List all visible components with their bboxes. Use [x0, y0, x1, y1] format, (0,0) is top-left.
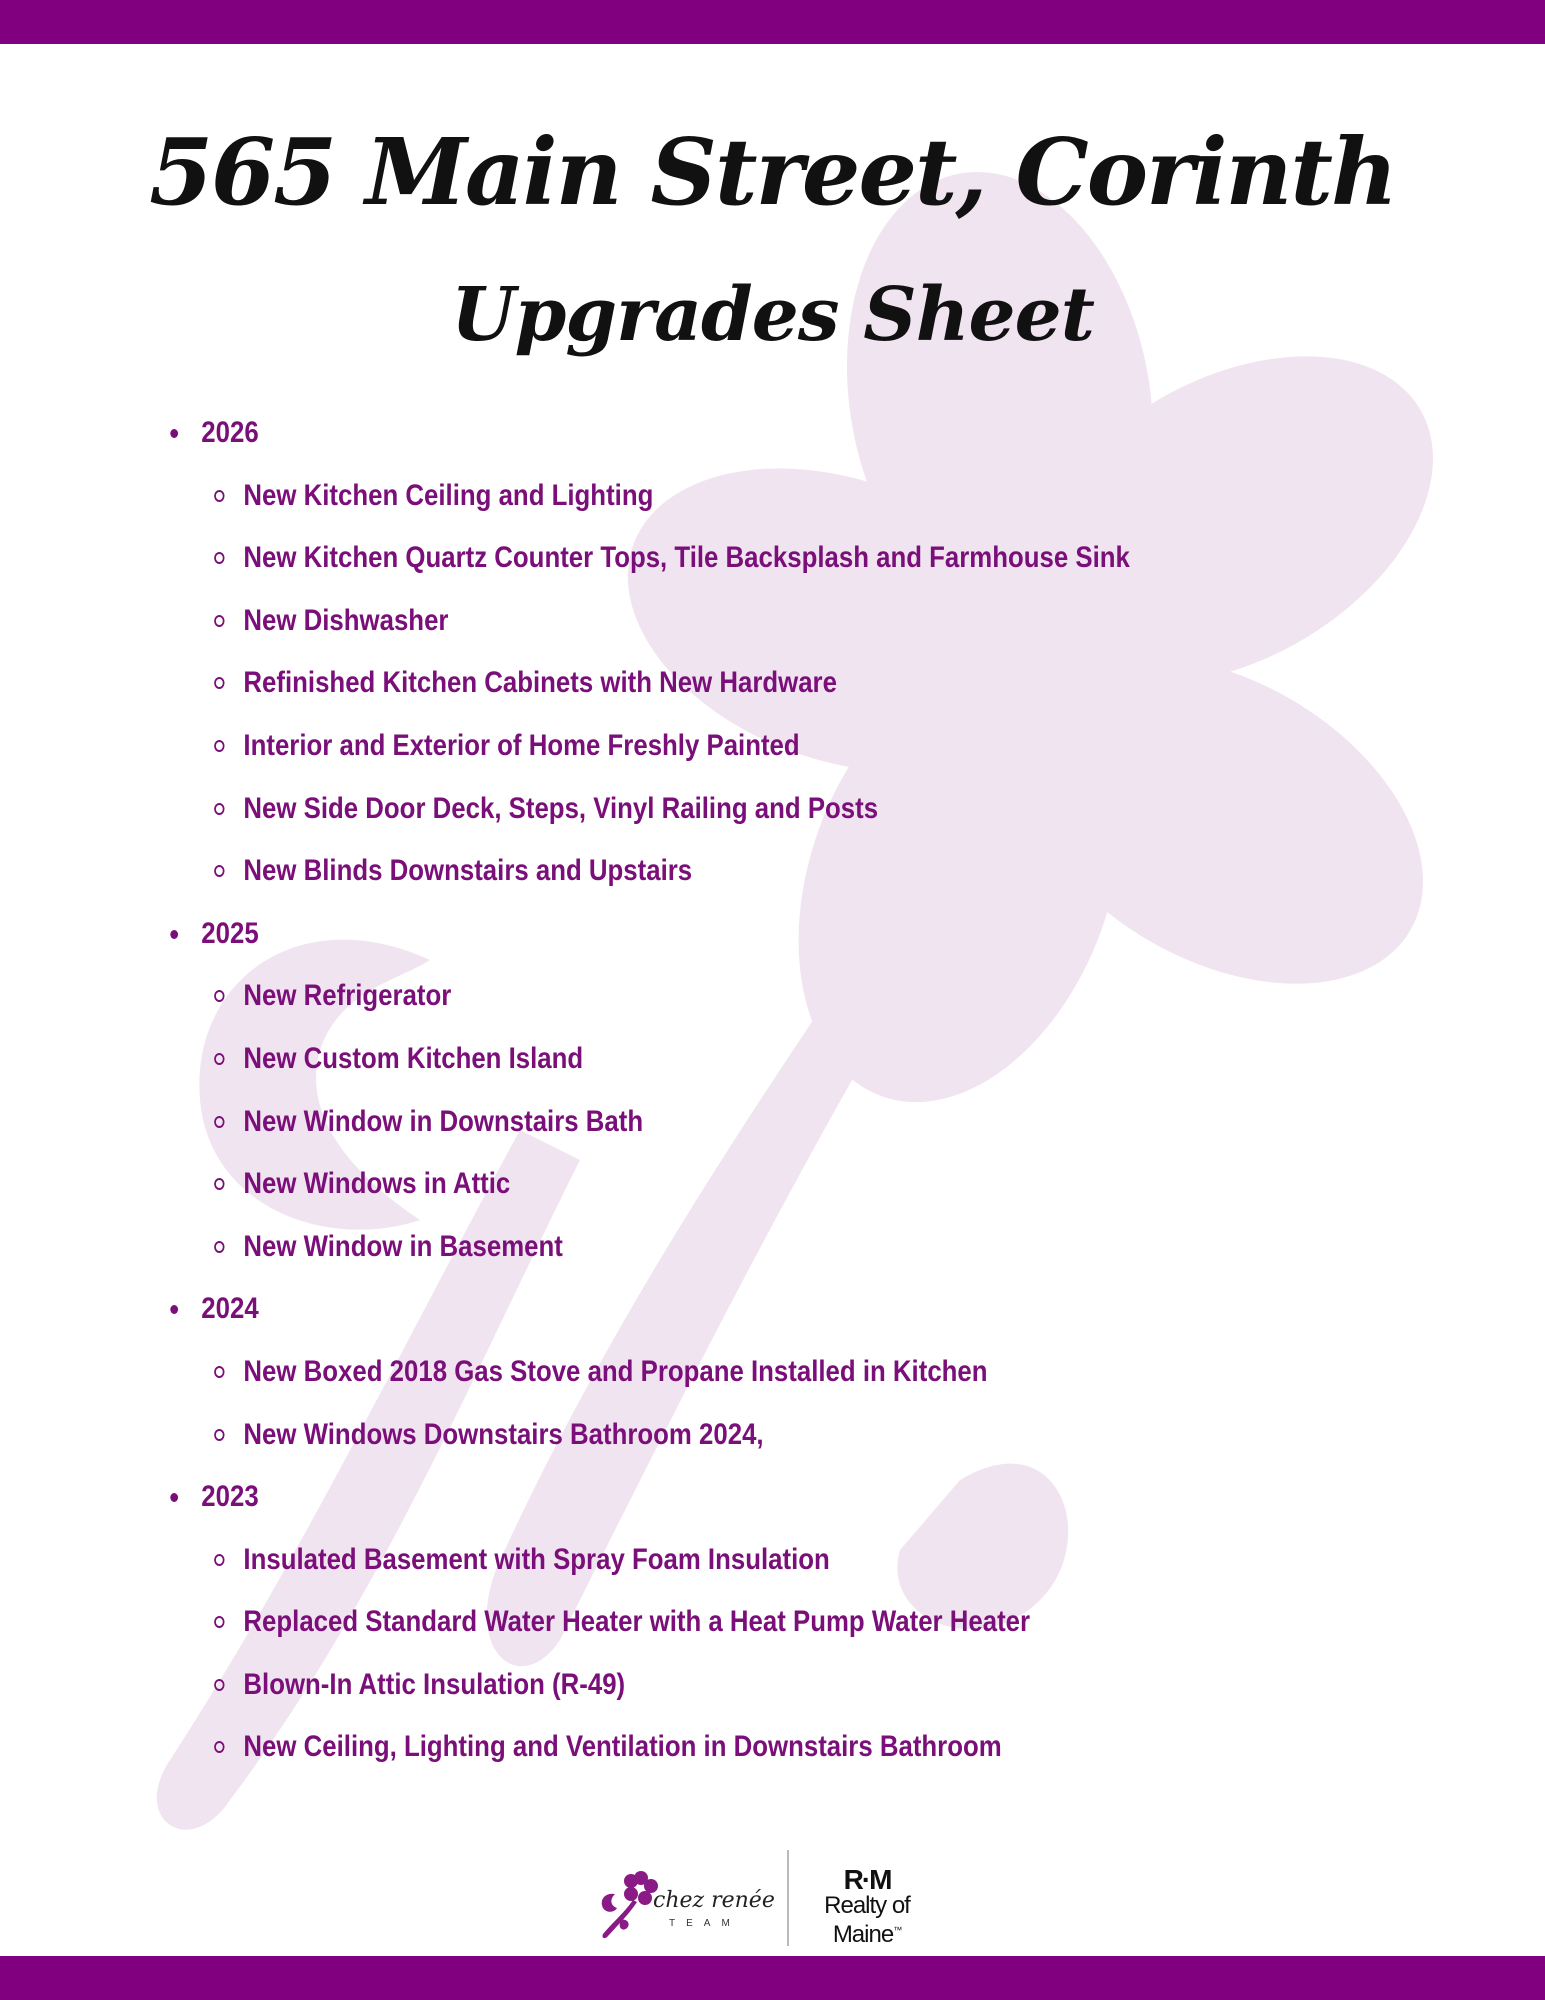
list-item: New Refrigerator [160, 971, 1209, 1034]
list-item: New Kitchen Ceiling and Lighting [160, 471, 1209, 534]
year-heading: 2026 [160, 408, 1209, 471]
upgrades-list [160, 408, 1209, 1785]
list-item: New Kitchen Quartz Counter Tops, Tile Backsplash and Farmhouse Sink [160, 533, 1209, 596]
list-item: Refinished Kitchen Cabinets with New Hardware [160, 658, 1209, 721]
list-item: Blown-In Attic Insulation (R-49) [160, 1660, 1209, 1723]
year-heading: 2024 [160, 1284, 1209, 1347]
footer-logos [0, 1846, 1545, 1946]
trademark-mark: ™ [893, 1925, 902, 1935]
list-item: New Window in Basement [160, 1222, 1209, 1285]
list-item: New Side Door Deck, Steps, Vinyl Railing and Posts [160, 784, 1209, 847]
chez-renee-logo [593, 1864, 775, 1944]
list-item: Replaced Standard Water Heater with a Heat Pump Water Heater [160, 1597, 1209, 1660]
logo-divider [787, 1850, 789, 1946]
bottom-bar [0, 1956, 1545, 2000]
list-item: New Ceiling, Lighting and Ventilation in Downstairs Bathroom [160, 1722, 1209, 1785]
list-item: New Dishwasher [160, 596, 1209, 659]
maine-word: Maine [832, 1921, 894, 1948]
page-title: 565 Main Street, Corinth [149, 118, 1396, 226]
team-wordmark: TEAM [669, 1918, 741, 1929]
page-subtitle: Upgrades Sheet [451, 272, 1094, 358]
list-item: New Boxed 2018 Gas Stove and Propane Installed in Kitchen [160, 1347, 1209, 1410]
maine-text [812, 1918, 922, 1947]
list-item: New Windows in Attic [160, 1159, 1209, 1222]
rm-monogram: R·M [843, 1864, 891, 1895]
year-heading: 2025 [160, 909, 1209, 972]
realty-of-maine-logo [812, 1864, 922, 1948]
year-heading: 2023 [160, 1472, 1209, 1535]
list-item: New Window in Downstairs Bath [160, 1097, 1209, 1160]
chez-renee-wordmark: chez renée [653, 1888, 775, 1913]
list-item: New Windows Downstairs Bathroom 2024, [160, 1410, 1209, 1473]
list-item: New Blinds Downstairs and Upstairs [160, 846, 1209, 909]
list-item: Interior and Exterior of Home Freshly Painted [160, 721, 1209, 784]
list-item: Insulated Basement with Spray Foam Insulation [160, 1535, 1209, 1598]
list-item: New Custom Kitchen Island [160, 1034, 1209, 1097]
realty-of-text: Realty of [824, 1892, 910, 1919]
